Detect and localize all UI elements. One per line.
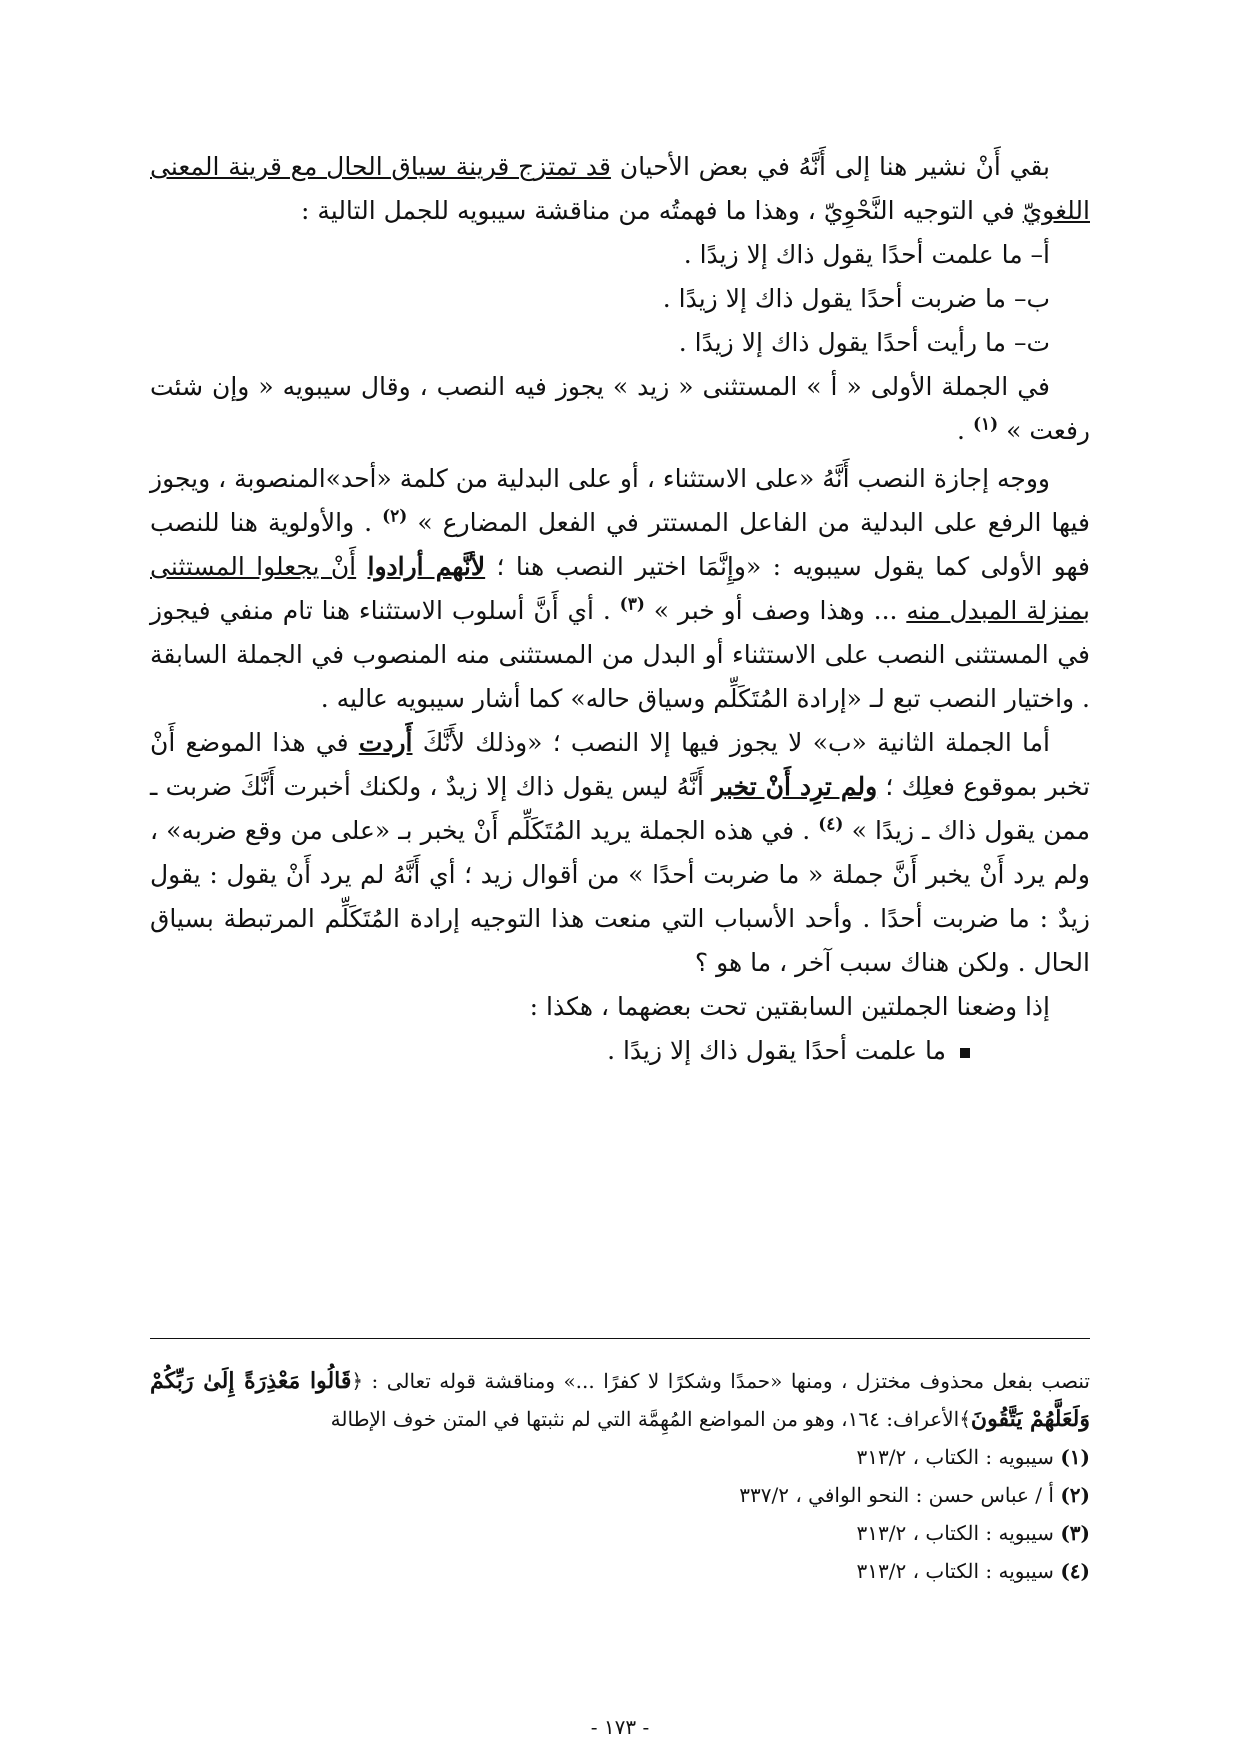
quran-verse: قَالُوا مَعْذِرَةً إِلَىٰ رَبِّكُمْ وَلَعَلَّهُمْ يَتَّقُونَ (150, 1368, 1090, 1432)
underlined-phrase: قد تمتزج قرينة سياق الحال مع قرينة المعنى اللغويّ (150, 152, 1090, 225)
main-text (150, 145, 1090, 1073)
footnotes (150, 1362, 1090, 1590)
footnote-4: (٤) سيبويه : الكتاب ، ٣١٣/٢ (856, 1559, 1090, 1583)
example-a: أ– ما علمت أحدًا يقول ذاك إلا زيدًا . (683, 240, 1050, 269)
bold-underlined-phrase: أَردت (358, 728, 413, 757)
page-number: - ١٧٣ - (590, 1715, 650, 1739)
footnote-2: (٢) أ / عباس حسن : النحو الوافي ، ٣٣٧/٢ (739, 1483, 1090, 1507)
bold-underlined-phrase: ولم ترِد أَنْ تخبر (712, 772, 878, 801)
footnote-ref-3: (٣) (619, 594, 645, 615)
footnote-ref-2: (٢) (382, 506, 408, 527)
bullet-square-icon (960, 1048, 970, 1058)
paragraph-1: بقي أَنْ نشير هنا إلى أَنَّهُ في بعض الأحيان قد تمتزج قرينة سياق الحال مع قرينة المعنى اللغويّ في التوجيه النَّحْوِيّ ، وهذا ما فهمتُه من مناقشة سيبويه للجمل التالية : (150, 152, 1090, 225)
paragraph-3: ووجه إجازة النصب أَنَّهُ «على الاستثناء ، أو على البدلية من كلمة «أحد»المنصوبة ، ويجوز فيها الرفع على البدلية من الفاعل المستتر في الفعل المضارع » $^{(٢)}$ . والأولوية هنا للنصب فهو الأولى كما يقول سيبويه : «وإِنَّمَا اختير النصب هنا ؛ لأنَّهم أرادوا أَنْ يجعلوا المستثنى بمنزلة المبدل منه ... وهذا وصف أو خبر » $^{(٣)}$ . أي أَنَّ أسلوب الاستثناء هنا تام منفي فيجوز في المستثنى النصب على الاستثناء أو البدل من المستثنى منه المنصوب في الجملة السابقة . واختيار النصب تبع لـ «إرادة المُتَكَلِّم وسياق حاله» كما أشار سيبويه عاليه . (150, 464, 1090, 713)
footnote-continuation: تنصب بفعل محذوف مختزل ، ومنها «حمدًا وشكرًا لا كفرًا ...» ومناقشة قوله تعالى : ﴿قَالُوا مَعْذِرَةً إِلَىٰ رَبِّكُمْ وَلَعَلَّهُمْ يَتَّقُونَ﴾الأعراف: ١٦٤، وهو من المواضع المُهِمَّة التي لم نثبتها في المتن خوف الإطالة (150, 1368, 1090, 1432)
footnote-separator (150, 1338, 1090, 1339)
bullet-item: ما علمت أحدًا يقول ذاك إلا زيدًا . (150, 1029, 1090, 1073)
paragraph-4: أما الجملة الثانية «ب» لا يجوز فيها إلا النصب ؛ «وذلك لأَنَّكَ أَردت في هذا الموضع أَنْ تخبر بموقوع فعلِك ؛ ولم ترِد أَنْ تخبر أَنَّهُ ليس يقول ذاك إلا زيدٌ ، ولكنك أخبرت أَنَّكَ ضربت ـ ممن يقول ذاك ـ زيدًا » $^{(٤)}$ . في هذه الجملة يريد المُتَكَلِّم أَنْ يخبر بـ «على من وقع ضربه» ، ولم يرد أَنْ يخبر أَنَّ جملة « ما ضربت أحدًا » من أقوال زيد ؛ أي أَنَّهُ لم يرد أَنْ يقول : يقول زيدٌ : ما ضربت أحدًا . وأحد الأسباب التي منعت هذا التوجيه إرادة المُتَكَلِّم المرتبطة بسياق الحال . ولكن هناك سبب آخر ، ما هو ؟ (150, 728, 1090, 977)
example-t: ت– ما رأيت أحدًا يقول ذاك إلا زيدًا . (678, 328, 1050, 357)
footnote-ref-1: (١) (972, 414, 999, 435)
underlined-phrase: أَنْ يجعلوا المستثنى بمنزلة المبدل منه (150, 552, 1090, 625)
paragraph-5: إذا وضعنا الجملتين السابقتين تحت بعضهما ، هكذا : (529, 992, 1050, 1021)
footnote-1: (١) سيبويه : الكتاب ، ٣١٣/٢ (856, 1445, 1090, 1469)
example-b: ب– ما ضربت أحدًا يقول ذاك إلا زيدًا . (662, 284, 1050, 313)
footnote-ref-4: (٤) (818, 814, 844, 835)
bold-underlined-phrase: لأنَّهم أرادوا (367, 552, 486, 581)
paragraph-2: في الجملة الأولى « أ » المستثنى « زيد » يجوز فيه النصب ، وقال سيبويه « وإن شئت رفعت » $^{(١)}$ . (150, 372, 1090, 445)
footnote-3: (٣) سيبويه : الكتاب ، ٣١٣/٢ (856, 1521, 1090, 1545)
